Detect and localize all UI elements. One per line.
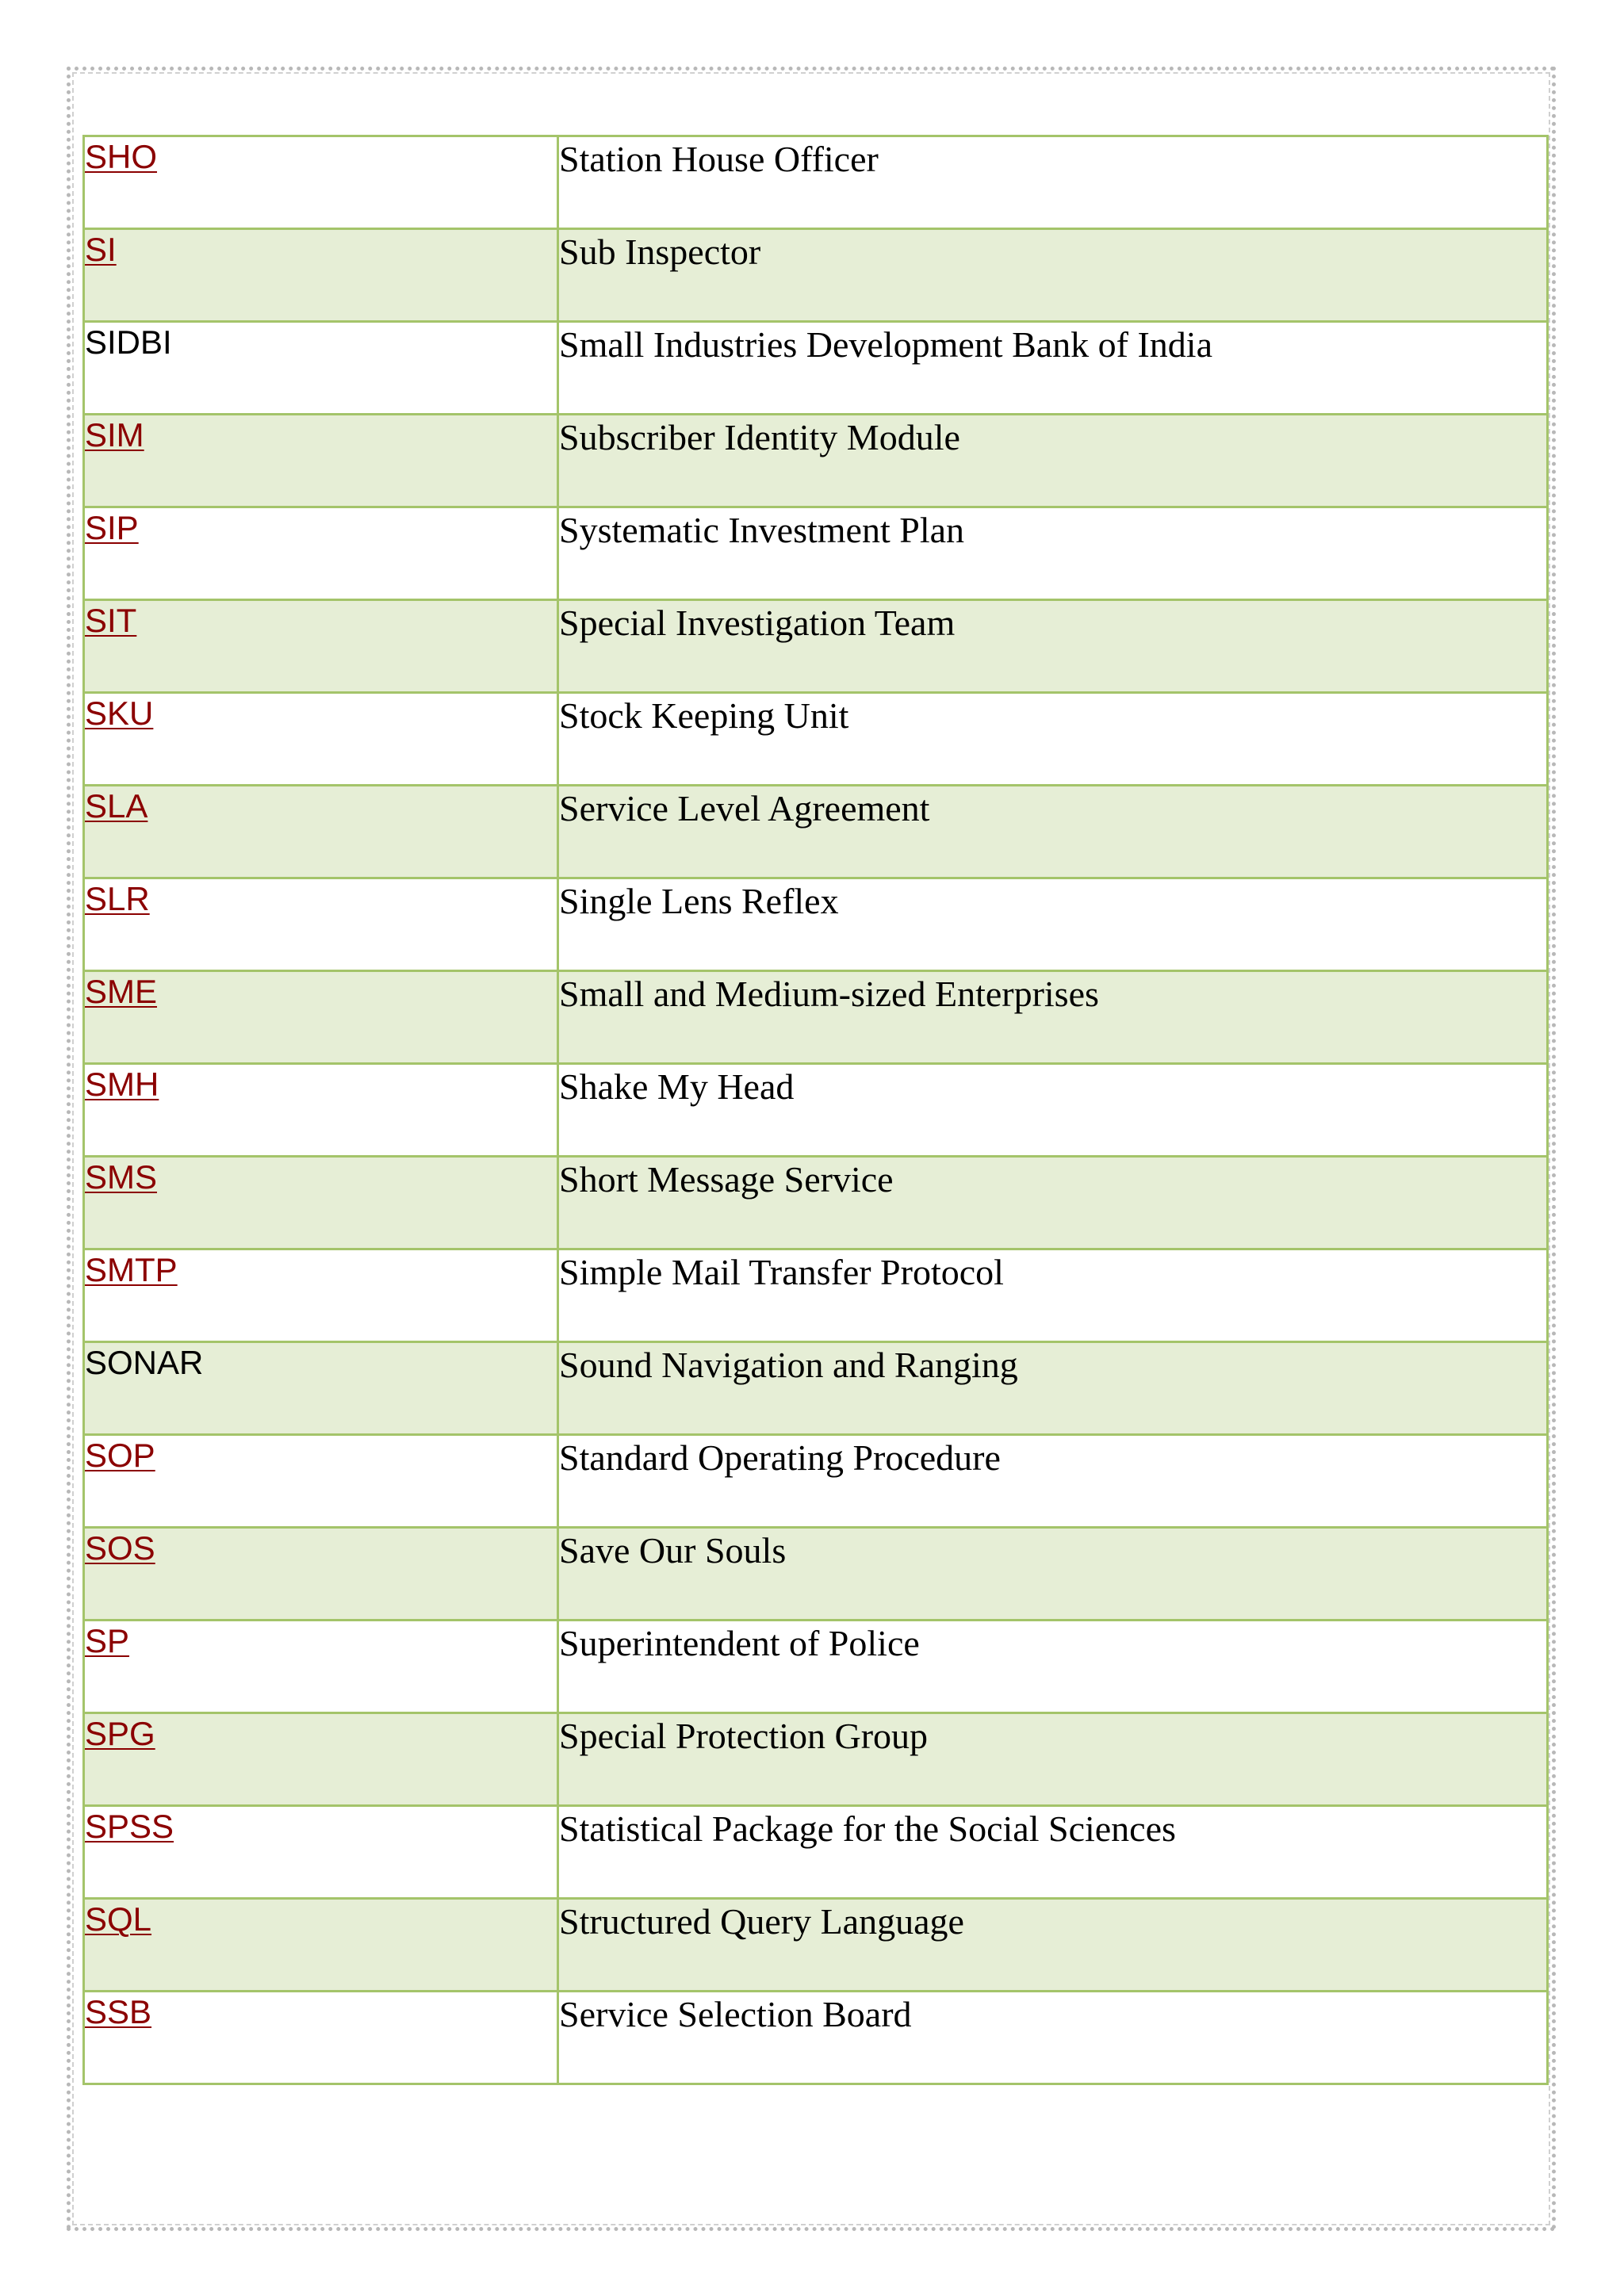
abbreviation-link[interactable]: SMTP (85, 1251, 178, 1288)
abbreviation-link[interactable]: SKU (85, 695, 154, 732)
meaning-cell: Special Protection Group (558, 1713, 1548, 1806)
table-row (84, 693, 1548, 786)
meaning-cell: Standard Operating Procedure (558, 1435, 1548, 1528)
abbreviation-cell (84, 415, 558, 507)
table-row (84, 229, 1548, 322)
abbreviation-cell (84, 693, 558, 786)
abbreviation-table-body (84, 136, 1548, 2084)
abbreviation-link[interactable]: SOS (85, 1529, 155, 1567)
meaning-cell: Small Industries Development Bank of India (558, 322, 1548, 415)
table-row (84, 1621, 1548, 1713)
meaning-cell: Statistical Package for the Social Sciences (558, 1806, 1548, 1899)
table-row (84, 1064, 1548, 1157)
abbreviation-link[interactable]: SP (85, 1622, 130, 1659)
table-row (84, 971, 1548, 1064)
abbreviation-table (82, 135, 1549, 2085)
abbreviation-link[interactable]: SQL (85, 1900, 152, 1938)
table-row (84, 878, 1548, 971)
meaning-cell: Shake My Head (558, 1064, 1548, 1157)
table-row (84, 1528, 1548, 1621)
table-row (84, 1435, 1548, 1528)
abbreviation-link[interactable]: SLR (85, 880, 150, 917)
abbreviation-cell (84, 1157, 558, 1249)
abbreviation-link[interactable]: SIM (85, 416, 144, 453)
abbreviation-link[interactable]: SMH (85, 1066, 159, 1103)
meaning-cell: Service Selection Board (558, 1992, 1548, 2084)
table-row (84, 507, 1548, 600)
table-row (84, 1713, 1548, 1806)
abbreviation-cell (84, 1064, 558, 1157)
abbreviation-link[interactable]: SPG (85, 1715, 155, 1752)
abbreviation-link[interactable]: SLA (85, 787, 148, 825)
table-row (84, 1157, 1548, 1249)
meaning-cell: Service Level Agreement (558, 786, 1548, 878)
abbreviation-cell (84, 1342, 558, 1435)
meaning-cell: Simple Mail Transfer Protocol (558, 1249, 1548, 1342)
table-row (84, 1992, 1548, 2084)
meaning-cell: Single Lens Reflex (558, 878, 1548, 971)
abbreviation-cell (84, 1528, 558, 1621)
meaning-cell: Sound Navigation and Ranging (558, 1342, 1548, 1435)
abbreviation-cell (84, 786, 558, 878)
abbreviation-cell (84, 229, 558, 322)
meaning-cell: Save Our Souls (558, 1528, 1548, 1621)
abbreviation-link[interactable]: SOP (85, 1437, 155, 1474)
abbreviation-link[interactable]: SMS (85, 1158, 158, 1196)
abbreviation-text: SIDBI (85, 323, 172, 361)
abbreviation-cell (84, 1621, 558, 1713)
meaning-cell: Systematic Investment Plan (558, 507, 1548, 600)
table-row (84, 600, 1548, 693)
table-row (84, 1342, 1548, 1435)
meaning-cell: Structured Query Language (558, 1899, 1548, 1992)
abbreviation-link[interactable]: SI (85, 231, 117, 268)
table-row (84, 415, 1548, 507)
meaning-cell: Small and Medium-sized Enterprises (558, 971, 1548, 1064)
abbreviation-cell (84, 878, 558, 971)
abbreviation-cell (84, 136, 558, 229)
abbreviation-cell (84, 1806, 558, 1899)
abbreviation-cell (84, 971, 558, 1064)
table-row (84, 786, 1548, 878)
meaning-cell: Stock Keeping Unit (558, 693, 1548, 786)
abbreviation-link[interactable]: SME (85, 973, 158, 1010)
abbreviation-link[interactable]: SPSS (85, 1808, 174, 1845)
table-row (84, 136, 1548, 229)
abbreviation-cell (84, 507, 558, 600)
abbreviation-link[interactable]: SHO (85, 138, 158, 175)
abbreviation-cell (84, 600, 558, 693)
meaning-cell: Subscriber Identity Module (558, 415, 1548, 507)
meaning-cell: Special Investigation Team (558, 600, 1548, 693)
abbreviation-cell (84, 1992, 558, 2084)
abbreviation-link[interactable]: SIP (85, 509, 139, 546)
abbreviation-link[interactable]: SIT (85, 602, 137, 639)
table-row (84, 1249, 1548, 1342)
abbreviation-cell (84, 1249, 558, 1342)
table-row (84, 322, 1548, 415)
abbreviation-cell (84, 1713, 558, 1806)
table-row (84, 1899, 1548, 1992)
abbreviation-cell (84, 1899, 558, 1992)
abbreviation-cell (84, 1435, 558, 1528)
abbreviation-text: SONAR (85, 1344, 204, 1381)
meaning-cell: Superintendent of Police (558, 1621, 1548, 1713)
abbreviation-cell (84, 322, 558, 415)
meaning-cell: Sub Inspector (558, 229, 1548, 322)
meaning-cell: Short Message Service (558, 1157, 1548, 1249)
abbreviation-link[interactable]: SSB (85, 1993, 152, 2030)
table-row (84, 1806, 1548, 1899)
meaning-cell: Station House Officer (558, 136, 1548, 229)
